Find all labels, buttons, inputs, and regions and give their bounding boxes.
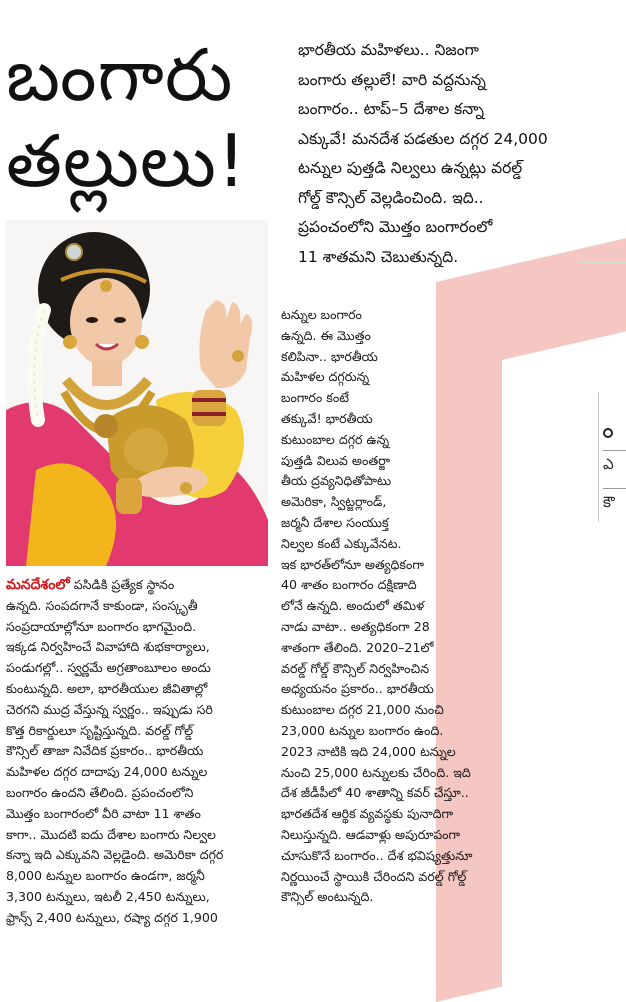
intro-line: బంగారం.. టాప్‌–5 దేశాల కన్నా (298, 100, 485, 118)
article-line: కన్నా ఇది ఎక్కువని వెల్లడైంది. అమెరికా దగ్గర (6, 847, 224, 863)
article-body-middle (281, 305, 513, 908)
article-line: నిల్వల కంటే ఎక్కువేనట. (281, 535, 402, 551)
article-line-text: పసిడికి ప్రత్యేక స్థానం (69, 577, 175, 592)
headline (6, 32, 276, 204)
article-line (6, 575, 270, 596)
side-ad-row: ఎ (603, 450, 626, 477)
intro-line: ప్రపంచంలోని మొత్తం బంగారంలో (298, 218, 493, 236)
headline-line-2: తల్లులు! (6, 119, 247, 203)
article-line: బంగారం ఉందని తేలింది. ప్రపంచంలోని (6, 784, 194, 800)
article-line: ఇక్కడ నిర్వహించే వివాహాది శుభకార్యాలు, (6, 639, 210, 655)
article-line: 40 శాతం బంగారం దక్షిణాది (281, 577, 417, 593)
article-line: ఉన్నది. సంపదగానే కాకుండా, సంస్కృతీ (6, 597, 198, 613)
article-line: నాడు వాటా.. అత్యధికంగా 28 (281, 618, 430, 634)
article-line: తక్కువే! భారతీయ (281, 410, 373, 426)
side-ad-fragment (598, 392, 626, 522)
intro-line: భారతీయ మహిళలు.. నిజంగా (298, 41, 479, 59)
article-line: ఇక భారత్‌లోనూ అత్యధికంగా (281, 556, 424, 572)
intro-line: బంగారు తల్లులే! వారి వద్దనున్న (298, 70, 486, 89)
article-line: పుత్తడి విలువ అంతర్జా (281, 452, 390, 468)
article-line: దేశ జీడీపీలో 40 శాతాన్ని కవర్‌ చేస్తూ.. (281, 785, 469, 801)
article-line: కొత్త రికార్డులూ సృష్టిస్తున్నది. వరల్డ్‌ గోల్డ్‌ (6, 722, 194, 738)
article-line: అధ్యయనం ప్రకారం.. భారతీయ (281, 681, 434, 697)
article-line: మొత్తం బంగారంలో వీరి వాటా 11 శాతం (6, 805, 201, 821)
article-line: నుంచి 25,000 టన్నులకు చేరింది. ఇది (281, 764, 471, 780)
side-ad-row: కౌ (603, 488, 626, 515)
article-line: చెరగని ముద్ర వేస్తున్న స్వర్ణం.. ఇప్పుడు సరి (6, 701, 213, 717)
article-line: ఉన్నది. ఈ మొత్తం (281, 327, 371, 343)
article-line: ఫ్రాన్స్‌ 2,400 టన్నులు, రష్యా దగ్గర 1,900 (6, 909, 218, 925)
article-line: చూసుకొనే బంగారం.. దేశ భవిష్యత్తునూ (281, 847, 473, 863)
article-line: 8,000 టన్నుల బంగారం ఉండగా, జర్మనీ (6, 868, 205, 884)
intro-line: గోల్డ్‌ కౌన్సిల్‌ వెల్లడించింది. ఇది.. (298, 188, 484, 207)
article-line: లోనే ఉన్నది. అందులో తమిళ (281, 598, 425, 614)
article-line: శాతంగా తేలింది. 2020–21లో (281, 639, 434, 655)
article-line: కౌన్సిల్‌ తాజా నివేదిక ప్రకారం.. భారతీయ (6, 743, 204, 759)
article-line: కుటుంబాల దగ్గర ఉన్న (281, 431, 390, 447)
article-line: తీయ ద్రవ్యనిధితోపాటు (281, 473, 392, 489)
article-narrow-block (281, 305, 429, 451)
intro-line: ఎక్కువే! మనదేశ పడతుల దగ్గర 24,000 (298, 129, 548, 148)
article-line: జర్మనీ దేశాల సంయుక్త (281, 514, 389, 530)
article-line: కలిపినా.. భారతీయ (281, 348, 378, 364)
article-line: టన్నుల బంగారం (281, 307, 362, 322)
article-line: 23,000 టన్నుల బంగారం ఉంది. (281, 722, 444, 738)
article-line: కుంటున్నది. అలా, భారతీయుల జీవితాల్లో (6, 680, 208, 696)
bride-photo (6, 220, 268, 566)
intro-line: టన్నుల పుత్తడి నిల్వలు ఉన్నట్లు వరల్డ్‌ (298, 159, 523, 177)
article-line: కౌన్సిల్‌ అంటున్నది. (281, 889, 374, 905)
article-line: నిలుస్తున్నది. ఆడవాళ్లు అపురూపంగా (281, 826, 461, 842)
article-line: 3,300 టన్నులు, ఇటలీ 2,450 టన్నులు, (6, 888, 210, 904)
article-body-left (6, 575, 270, 929)
bride-illustration (6, 220, 268, 566)
intro-line: 11 శాతమని చెబుతున్నది. (298, 247, 459, 266)
lead-word: మనదేశంలో (6, 577, 70, 593)
article-line: కాగా.. మొదటి ఐదు దేశాల బంగారు నిల్వల (6, 826, 216, 842)
side-ad-mark (603, 422, 626, 448)
intro-paragraph (298, 36, 620, 272)
article-line: మహిళల దగ్గర దాదాపు 24,000 టన్నుల (6, 764, 208, 780)
article-line: వరల్డ్‌ గోల్డ్‌ కౌన్సిల్‌ నిర్వహించిన (281, 660, 430, 676)
article-line: సంప్రదాయాల్లోనూ బంగారం భాగమైంది. (6, 618, 197, 634)
side-ad-glyph-icon (603, 426, 613, 440)
article-line: నిర్ణయించే స్థాయికి చేరిందని వరల్డ్‌ గోల్డ్‌ (281, 868, 467, 884)
headline-line-1: బంగారు (6, 33, 234, 117)
article-line: అమెరికా, స్విట్జర్లాండ్‌, (281, 494, 387, 510)
article-line: కుటుంబాల దగ్గర 21,000 నుంచి (281, 702, 444, 718)
article-line: మహిళల దగ్గరున్న (281, 369, 370, 385)
article-line: బంగారం కంటే (281, 390, 349, 406)
article-line: భారతదేశ ఆర్థిక వ్యవస్థకు పునాదిగా (281, 806, 454, 822)
article-line: పండుగల్లో.. స్వర్ణమే అగ్రతాంబూలం అందు (6, 660, 211, 676)
article-line: 2023 నాటికి ఇది 24,000 టన్నుల (281, 743, 456, 759)
decorative-divider (580, 262, 626, 263)
